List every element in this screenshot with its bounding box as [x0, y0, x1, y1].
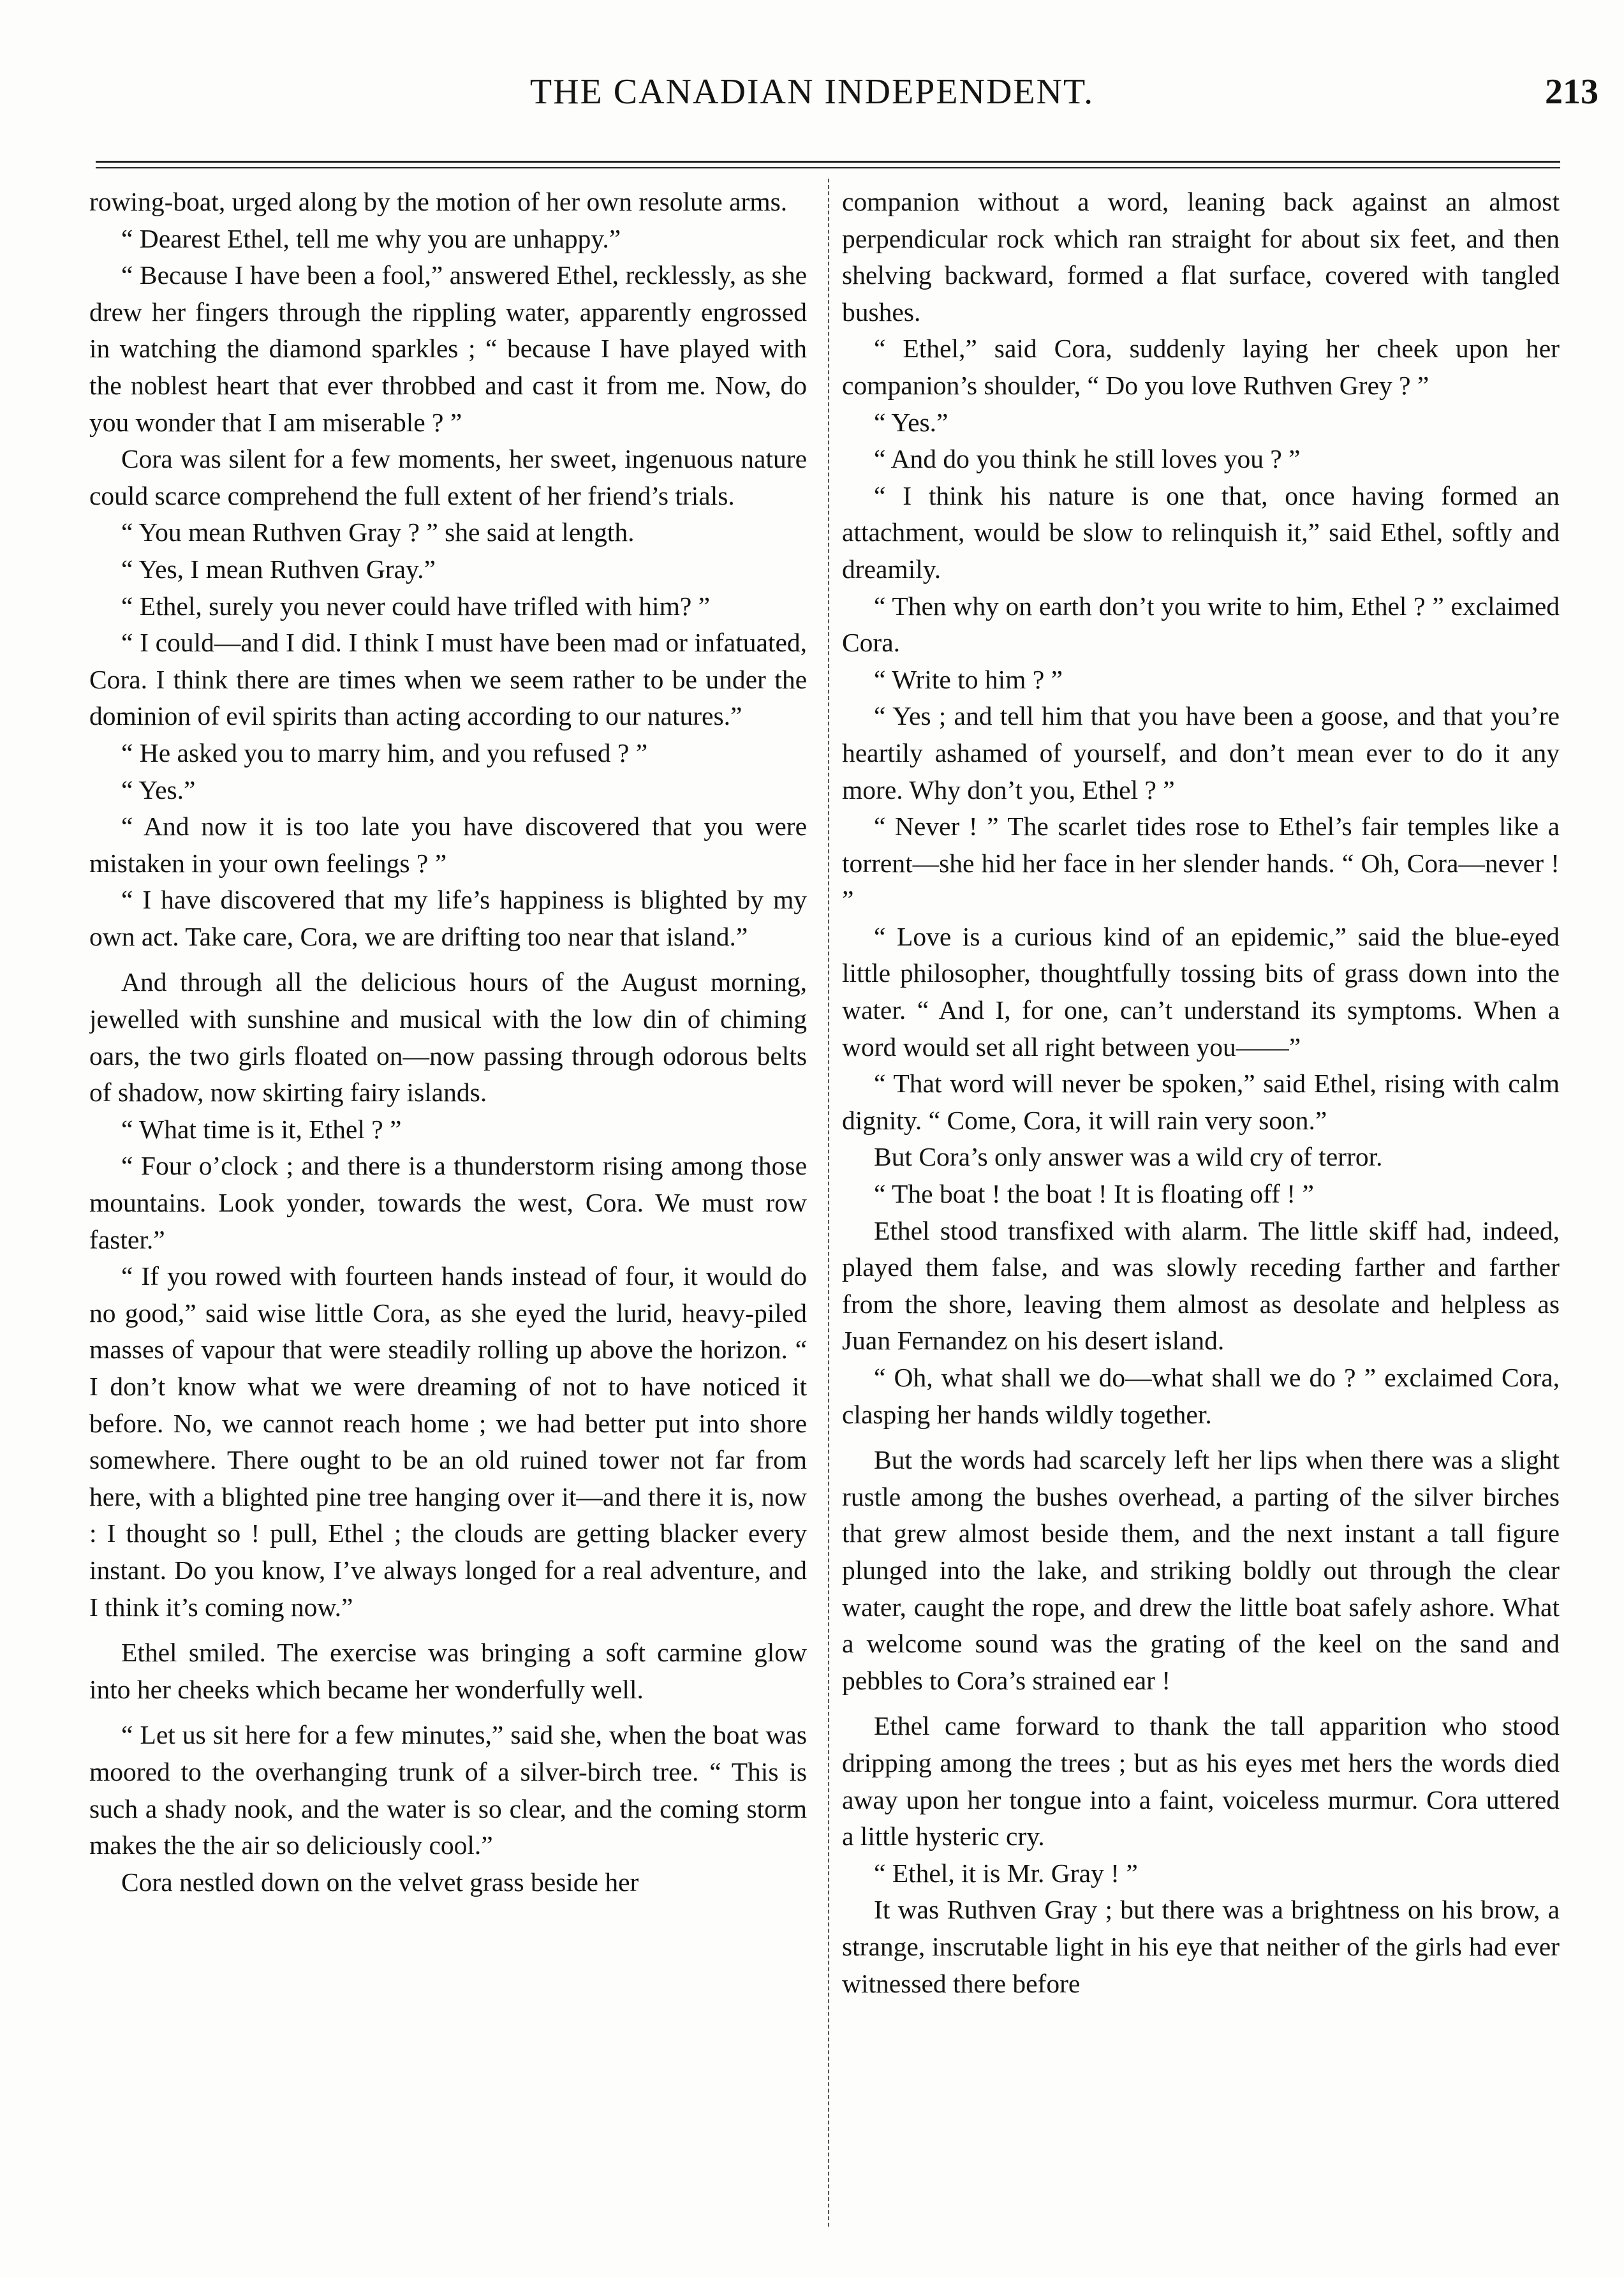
column-divider [828, 179, 829, 2227]
paragraph: “ If you rowed with fourteen hands instead of four, it would do no good,” said wise little Cora, as she eyed the lurid, heavy-piled masses of vapour that were steadily rolling up above the horizon. “ I don’t know what we were dreaming of not to have noticed it before. No, we cannot reach home ; we had better put into shore somewhere. There ought to be an old ruined tower not far from here, with a blighted pine tree hanging over it—and there it is, now : I thought so ! pull, Ethel ; the clouds are getting blacker every instant. Do you know, I’ve always longed for a real adventure, and I think it’s coming now.” [89, 1261, 807, 1622]
paragraph: “ You mean Ruthven Gray ? ” she said at length. [121, 517, 635, 547]
page-number: 213 [1545, 72, 1598, 112]
paragraph: “ Write to him ? ” [874, 664, 1063, 694]
paragraph: Cora nestled down on the velvet grass beside her [121, 1867, 639, 1897]
header-rule [96, 161, 1560, 163]
paragraph: Ethel stood transfixed with alarm. The little skiff had, indeed, played them false, and was slowly receding farther and farther from the shore, leaving them almost as desolate and helpless as Juan Fernandez on his desert island. [842, 1215, 1560, 1356]
paragraph: Cora was silent for a few moments, her sweet, ingenuous nature could scarce comprehend the full extent of her friend’s trials. [89, 444, 807, 510]
running-head-title: THE CANADIAN INDEPENDENT. [529, 72, 1095, 112]
header-rule-secondary [96, 167, 1560, 168]
paragraph: “ The boat ! the boat ! It is floating off ! ” [874, 1179, 1314, 1209]
paragraph: companion without a word, leaning back against an almost perpendicular rock which ran straight for about six feet, and then shelving backward, formed a flat surface, covered with tangled bushes. [842, 187, 1560, 327]
paragraph: “ Yes.” [874, 407, 949, 437]
paragraph: “ He asked you to marry him, and you refused ? ” [121, 738, 648, 768]
paragraph: “ And do you think he still loves you ? ” [874, 444, 1301, 474]
paragraph: “ Ethel, it is Mr. Gray ! ” [874, 1858, 1138, 1888]
paragraph: “ I have discovered that my life’s happiness is blighted by my own act. Take care, Cora, we are drifting too near that island.” [89, 885, 807, 951]
paragraph: “ Dearest Ethel, tell me why you are unhappy.” [121, 223, 621, 253]
paragraph: “ Love is a curious kind of an epidemic,” said the blue-eyed little philosopher, thoughtfully tossing bits of grass down into the water. “ And I, for one, can’t understand its symptoms. When a word would set all right between you——” [842, 921, 1560, 1062]
paragraph: “ Yes, I mean Ruthven Gray.” [121, 554, 436, 584]
paragraph: “ Oh, what shall we do—what shall we do ? ” exclaimed Cora, clasping her hands wildly together. [842, 1363, 1560, 1429]
paragraph: “ Because I have been a fool,” answered Ethel, recklessly, as she drew her fingers through the rippling water, apparently engrossed in watching the diamond sparkles ; “ because I have played with the noblest heart that ever throbbed and cast it from me. Now, do you wonder that I am miserable ? ” [89, 260, 807, 437]
paragraph: “ What time is it, Ethel ? ” [121, 1114, 402, 1144]
right-column [842, 184, 1560, 2244]
paragraph: It was Ruthven Gray ; but there was a brightness on his brow, a strange, inscrutable light in his eye that neither of the girls had ever witnessed there before [842, 1895, 1560, 1998]
paragraph: “ I could—and I did. I think I must have been mad or infatuated, Cora. I think there are times when we seem rather to be under the dominion of evil spirits than acting according to our natures.” [89, 628, 807, 731]
paragraph: Ethel came forward to thank the tall apparition who stood dripping among the trees ; but as his eyes met hers the words died away upon her tongue into a faint, voiceless murmur. Cora uttered a little hysteric cry. [842, 1711, 1560, 1851]
paragraph: “ Ethel,” said Cora, suddenly laying her cheek upon her companion’s shoulder, “ Do you love Ruthven Grey ? ” [842, 334, 1560, 400]
left-column [89, 184, 807, 2244]
paragraph: “ That word will never be spoken,” said Ethel, rising with calm dignity. “ Come, Cora, it will rain very soon.” [842, 1069, 1560, 1135]
paragraph: And through all the delicious hours of the August morning, jewelled with sunshine and musical with the low din of chiming oars, the two girls floated on—now passing through odorous belts of shadow, now skirting fairy islands. [89, 967, 807, 1108]
paragraph: “ I think his nature is one that, once having formed an attachment, would be slow to relinquish it,” said Ethel, softly and dreamily. [842, 480, 1560, 584]
paragraph: “ Four o’clock ; and there is a thunderstorm rising among those mountains. Look yonder, towards the west, Cora. We must row faster.” [89, 1151, 807, 1254]
paragraph: “ Never ! ” The scarlet tides rose to Ethel’s fair temples like a torrent—she hid her face in her slender hands. “ Oh, Cora—never ! ” [842, 812, 1560, 915]
paragraph: But the words had scarcely left her lips when there was a slight rustle among the bushes overhead, a parting of the silver birches that grew almost beside them, and the next instant a tall figure plunged into the lake, and striking boldly out through the clear water, caught the rope, and drew the little boat safely ashore. What a welcome sound was the grating of the keel on the sand and pebbles to Cora’s strained ear ! [842, 1445, 1560, 1695]
paragraph: “ Let us sit here for a few minutes,” said she, when the boat was moored to the overhanging trunk of a silver-birch tree. “ This is such a shady nook, and the water is so clear, and the coming storm makes the the air so deliciously cool.” [89, 1720, 807, 1860]
paragraph: “ Ethel, surely you never could have trifled with him? ” [121, 591, 711, 621]
paragraph: “ And now it is too late you have discovered that you were mistaken in your own feelings ? ” [89, 812, 807, 878]
paragraph: “ Yes ; and tell him that you have been a goose, and that you’re heartily ashamed of yourself, and don’t mean ever to do it any more. Why don’t you, Ethel ? ” [842, 701, 1560, 805]
paragraph: Ethel smiled. The exercise was bringing a soft carmine glow into her cheeks which became her wonderfully well. [89, 1638, 807, 1704]
paragraph: rowing-boat, urged along by the motion of her own resolute arms. [89, 187, 788, 216]
paragraph: But Cora’s only answer was a wild cry of terror. [874, 1142, 1383, 1172]
paragraph: “ Then why on earth don’t you write to him, Ethel ? ” exclaimed Cora. [842, 591, 1560, 658]
paragraph: “ Yes.” [121, 775, 196, 805]
